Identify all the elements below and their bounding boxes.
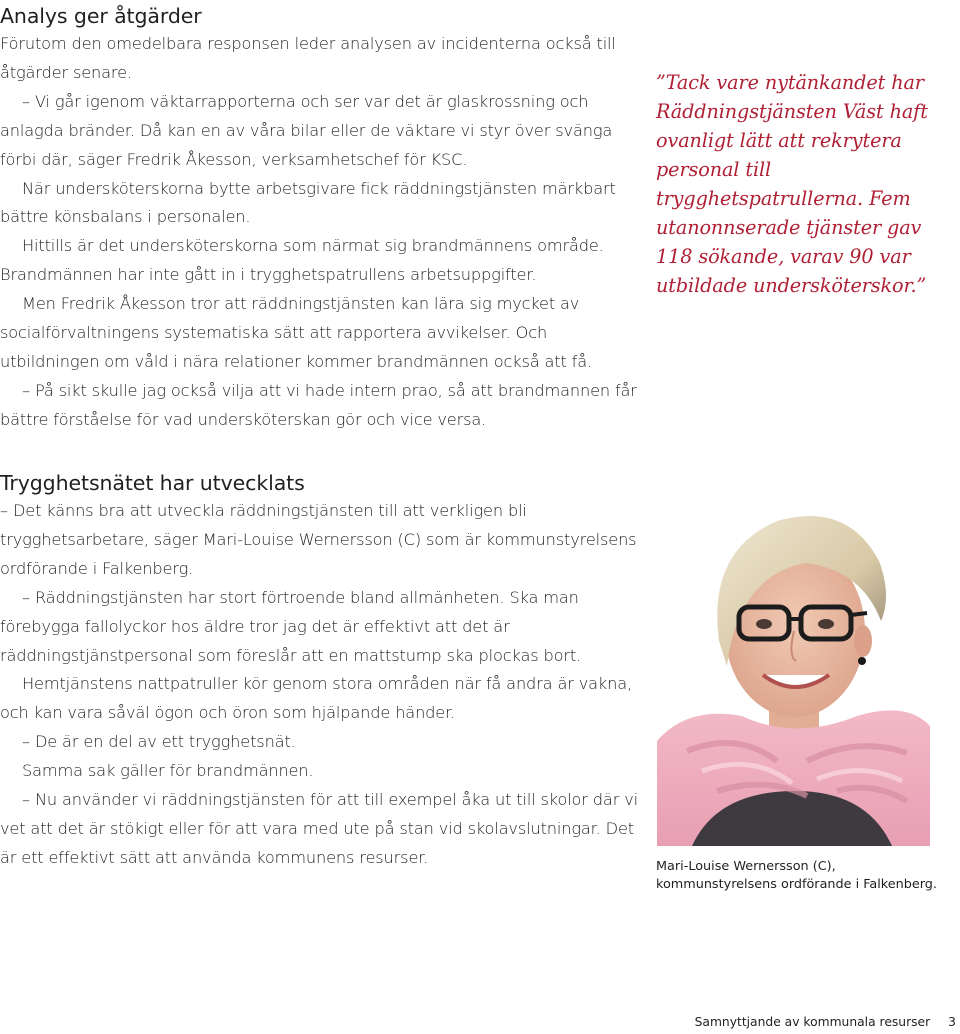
paragraph: – De är en del av ett trygghetsnät. [22,732,296,752]
page-number: 3 [948,1015,956,1029]
article-section-trygghetsnatet [0,469,640,873]
page-footer [695,1015,956,1029]
paragraph: – Det känns bra att utveckla räddningstjänsten till att verkligen bli trygghetsarbetare, säger Mari-Louise Wernersson (C) som är kommunstyrelsens ordförande i Falkenberg. [0,501,637,578]
article-section-analys [0,2,640,435]
paragraph: – Nu använder vi räddningstjänsten för att till exempel åka ut till skolor där vi vet att det är stökigt eller för att vara med ute på stan vid skolavslutningar. Det är ett effektivt sätt att använda kommunens resurser. [0,790,638,867]
section-heading: Analys ger åtgärder [0,4,202,28]
paragraph: Samma sak gäller för brandmännen. [22,761,314,781]
paragraph: – Vi går igenom väktarrapporterna och ser var det är glaskrossning och anlagda bränder. Då kan en av våra bilar eller de väktare vi styr över svänga förbi där, säger Fredrik Åkesson, verksamhetschef för KSC. [0,91,613,169]
pull-quote: ”Tack vare nytänkandet har Räddningstjänsten Väst haft ovanligt lätt att rekrytera personal till trygghetspatrullerna. Fem utanonnserade tjänster gav 118 sökande, varav 90 var utbildade undersköterskor.” [656,71,928,297]
paragraph: – Räddningstjänsten har stort förtroende bland allmänheten. Ska man förebygga fallolyckor hos äldre tror jag det är effektivt att det är räddningstjänstpersonal som föreslår att en mattstump ska plockas bort. [0,587,582,665]
section-heading: Trygghetsnätet har utvecklats [0,471,305,495]
paragraph: – På sikt skulle jag också vilja att vi hade intern prao, så att brandmannen får bättre förståelse för vad undersköterskan gör och vice versa. [0,380,637,429]
paragraph: Förutom den omedelbara responsen leder analysen av incidenterna också till åtgärder senare. [0,34,616,82]
paragraph: Hittills är det undersköterskorna som närmat sig brandmännens område. Brandmännen har inte gått in i trygghetspatrullens arbetsuppgifter. [0,236,604,285]
photo-caption: Mari-Louise Wernersson (C), kommunstyrelsens ordförande i Falkenberg. [656,859,937,892]
publication-title: Samnyttjande av kommunala resurser [694,1015,931,1029]
paragraph: Men Fredrik Åkesson tror att räddningstjänsten kan lära sig mycket av socialförvaltningens systematiska sätt att rapportera avvikelser. Och utbildningen om våld i nära relationer kommer brandmännen också att få. [0,294,592,371]
paragraph: Hemtjänstens nattpatruller kör genom stora områden när få andra är vakna, och kan vara såväl ögon och öron som hjälpande händer. [0,674,633,723]
portrait-photo [657,491,930,846]
paragraph: När undersköterskorna bytte arbetsgivare fick räddningstjänsten märkbart bättre könsbalans i personalen. [0,178,616,227]
